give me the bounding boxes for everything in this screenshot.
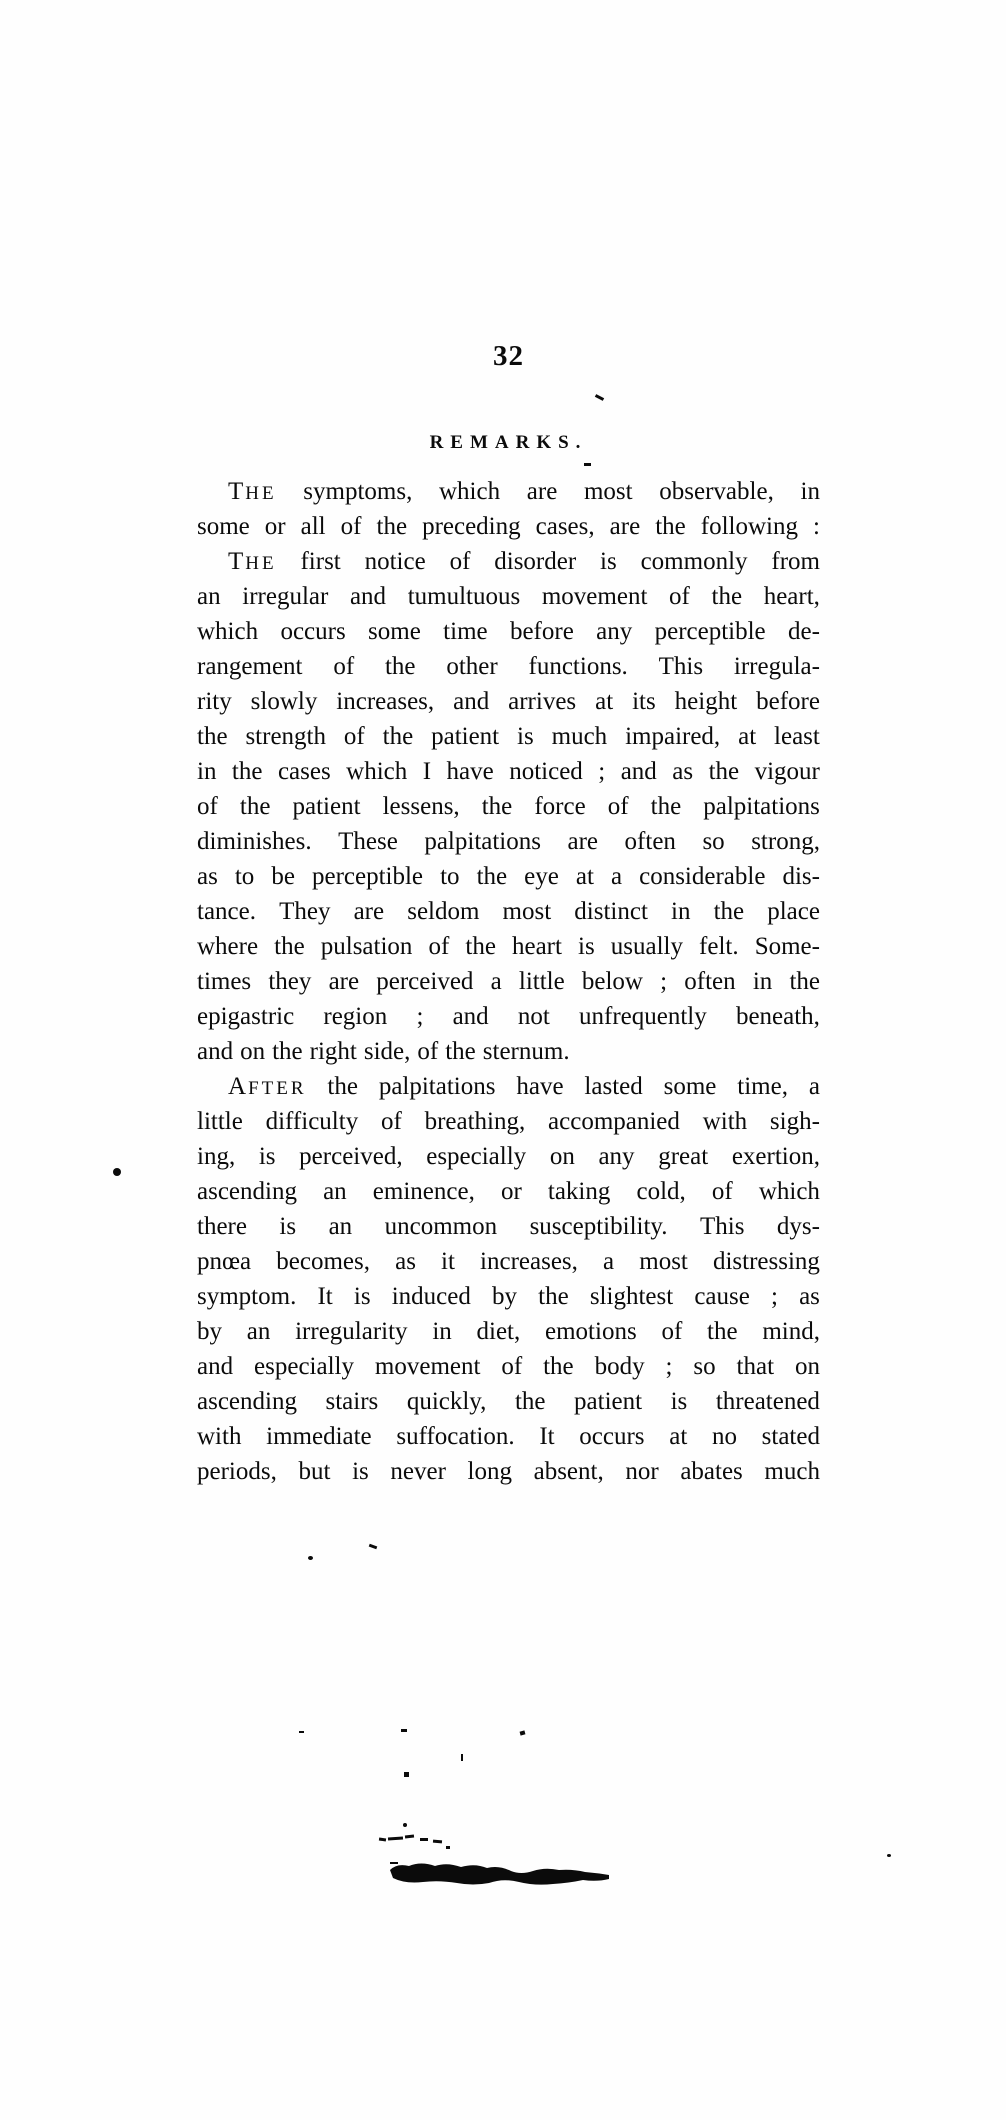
lead-word-smallcaps: T HE [228,548,277,575]
text-line: epigastric region ; and not unfrequently beneath, [197,1003,820,1030]
lead-word-smallcaps: A FTER [228,1073,307,1100]
text-line: diminishes. These palpitations are often so strong, [197,828,820,855]
text-line: ascending stairs quickly, the patient is threatened [197,1388,820,1415]
text-line: some or all of the preceding cases, are the following : [197,513,820,540]
ink-speck [887,1854,891,1857]
text-line: periods, but is never long absent, nor abates much [197,1458,820,1485]
text-line: in the cases which I have noticed ; and as the vigour [197,758,820,785]
text-line: symptom. It is induced by the slightest cause ; as [197,1283,820,1310]
text-line: the strength of the patient is much impaired, at least [197,723,820,750]
text-line: and on the right side, of the sternum. [197,1038,570,1065]
text-line: an irregular and tumultuous movement of the heart, [197,583,820,610]
ink-dash [379,1838,386,1842]
text-line: T HE first notice of disorder is commonly from [228,548,820,575]
lead-word-smallcaps: T HE [228,478,277,505]
ink-speck [584,463,591,466]
text-block [197,478,820,1493]
text-line: T HE symptoms, which are most observable, in [228,478,820,505]
ink-dash [433,1840,442,1844]
paragraph-3 [197,1073,820,1493]
text-line: which occurs some time before any perceptible de- [197,618,820,645]
ink-smudge [385,1858,615,1892]
text-line: with immediate suffocation. It occurs at no stated [197,1423,820,1450]
ink-speck [404,1772,409,1777]
ink-speck [446,1846,450,1849]
text-line: there is an uncommon susceptibility. This dys- [197,1213,820,1240]
ink-speck [308,1556,313,1560]
text-line: and especially movement of the body ; so that on [197,1353,820,1380]
paragraph-2 [197,548,820,1073]
text-line: tance. They are seldom most distinct in the place [197,898,820,925]
text-line: by an irregularity in diet, emotions of the mind, [197,1318,820,1345]
text-line: of the patient lessens, the force of the palpitations [197,793,820,820]
text-line: times they are perceived a little below ; often in the [197,968,820,995]
paragraph-1 [197,478,820,548]
text-line: ing, is perceived, especially on any great exertion, [197,1143,820,1170]
section-heading: REMARKS. [429,432,588,453]
text-line: pnœa becomes, as it increases, a most distressing [197,1248,820,1275]
ink-speck [595,394,604,401]
ink-speck [401,1729,407,1732]
ink-speck [461,1754,463,1761]
text-line: rangement of the other functions. This irregula- [197,653,820,680]
ink-speck [403,1823,407,1827]
ink-speck [113,1168,121,1176]
text-line: where the pulsation of the heart is usually felt. Some- [197,933,820,960]
text-line: as to be perceptible to the eye at a considerable dis- [197,863,820,890]
ink-speck [520,1730,526,1735]
ink-speck [369,1544,378,1550]
text-line: little difficulty of breathing, accompanied with sigh- [197,1108,820,1135]
ink-dash [388,1836,403,1840]
text-line: ascending an eminence, or taking cold, of which [197,1178,820,1205]
ink-dash [420,1838,428,1841]
ink-speck [299,1731,304,1733]
text-line: A FTER the palpitations have lasted some time, a [228,1073,820,1100]
text-line: rity slowly increases, and arrives at its height before [197,688,820,715]
page-number: 32 [493,340,524,372]
ink-dash [405,1835,414,1839]
